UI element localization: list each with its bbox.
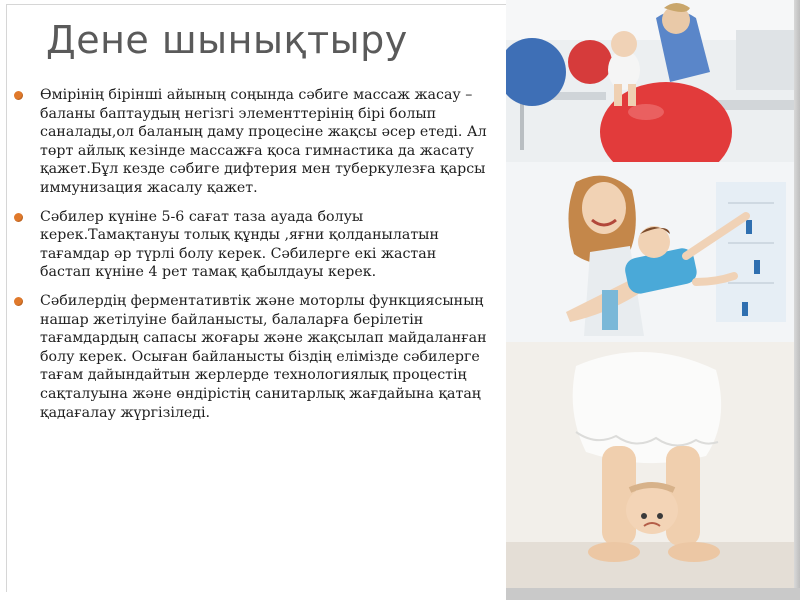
photo-baby-on-fitball [506, 0, 800, 162]
photo-toddler-bending [506, 342, 800, 594]
fitball-illustration [506, 0, 800, 162]
bullet-item [14, 292, 490, 422]
right-frame-border [794, 0, 800, 600]
bullet-dot-icon [14, 91, 23, 100]
toddler-illustration [506, 342, 800, 594]
slide-title: Дене шынықтыру [46, 18, 408, 62]
bullet-item [14, 86, 490, 198]
photo-mother-with-child [506, 162, 800, 342]
bullet-text: Өмірінің бірінші айының соңында сәбиге массаж жасау – баланы баптаудың негізгі элементтерінің бірі болып саналады,ол баланың даму процесіне жақсы әсер етеді. Ал төрт айлық кезінде массажға қоса гимнастика да жасату қажет.Бұл кезде сәбиге дифтерия мен туберкулезға қарсы иммунизация жасалу қажет. [40, 87, 487, 196]
bullet-list [14, 86, 490, 432]
top-divider [6, 4, 506, 5]
bullet-dot-icon [14, 297, 23, 306]
bullet-item [14, 208, 490, 282]
bullet-text: Сәбилердің ферментативтік және моторлы функциясының нашар жетілуіне байланысты, балаларға берілетін тағамдардың сапасы жоғары және жақсылап майдаланған болу керек. Осыған байланысты біздің елімізде сәбилерге тағам дайындайтын жерлерде технологиялық процестің сақталуына және өндірістің санитарлық жағдайына қатаң қадағалау жүргізіледі. [40, 292, 487, 421]
bullet-dot-icon [14, 213, 23, 222]
mother-child-illustration [506, 162, 800, 342]
bottom-frame-border [506, 588, 800, 600]
left-divider [6, 4, 7, 592]
bullet-text: Сәбилер күніне 5-6 сағат таза ауада болуы керек.Тамақтануы толық құнды ,яғни қолданылатын тағамдар әр түрлі болу керек. Сәбилерге екі жастан бастап күніне 4 рет тамақ қабылдауы керек. [40, 208, 439, 281]
